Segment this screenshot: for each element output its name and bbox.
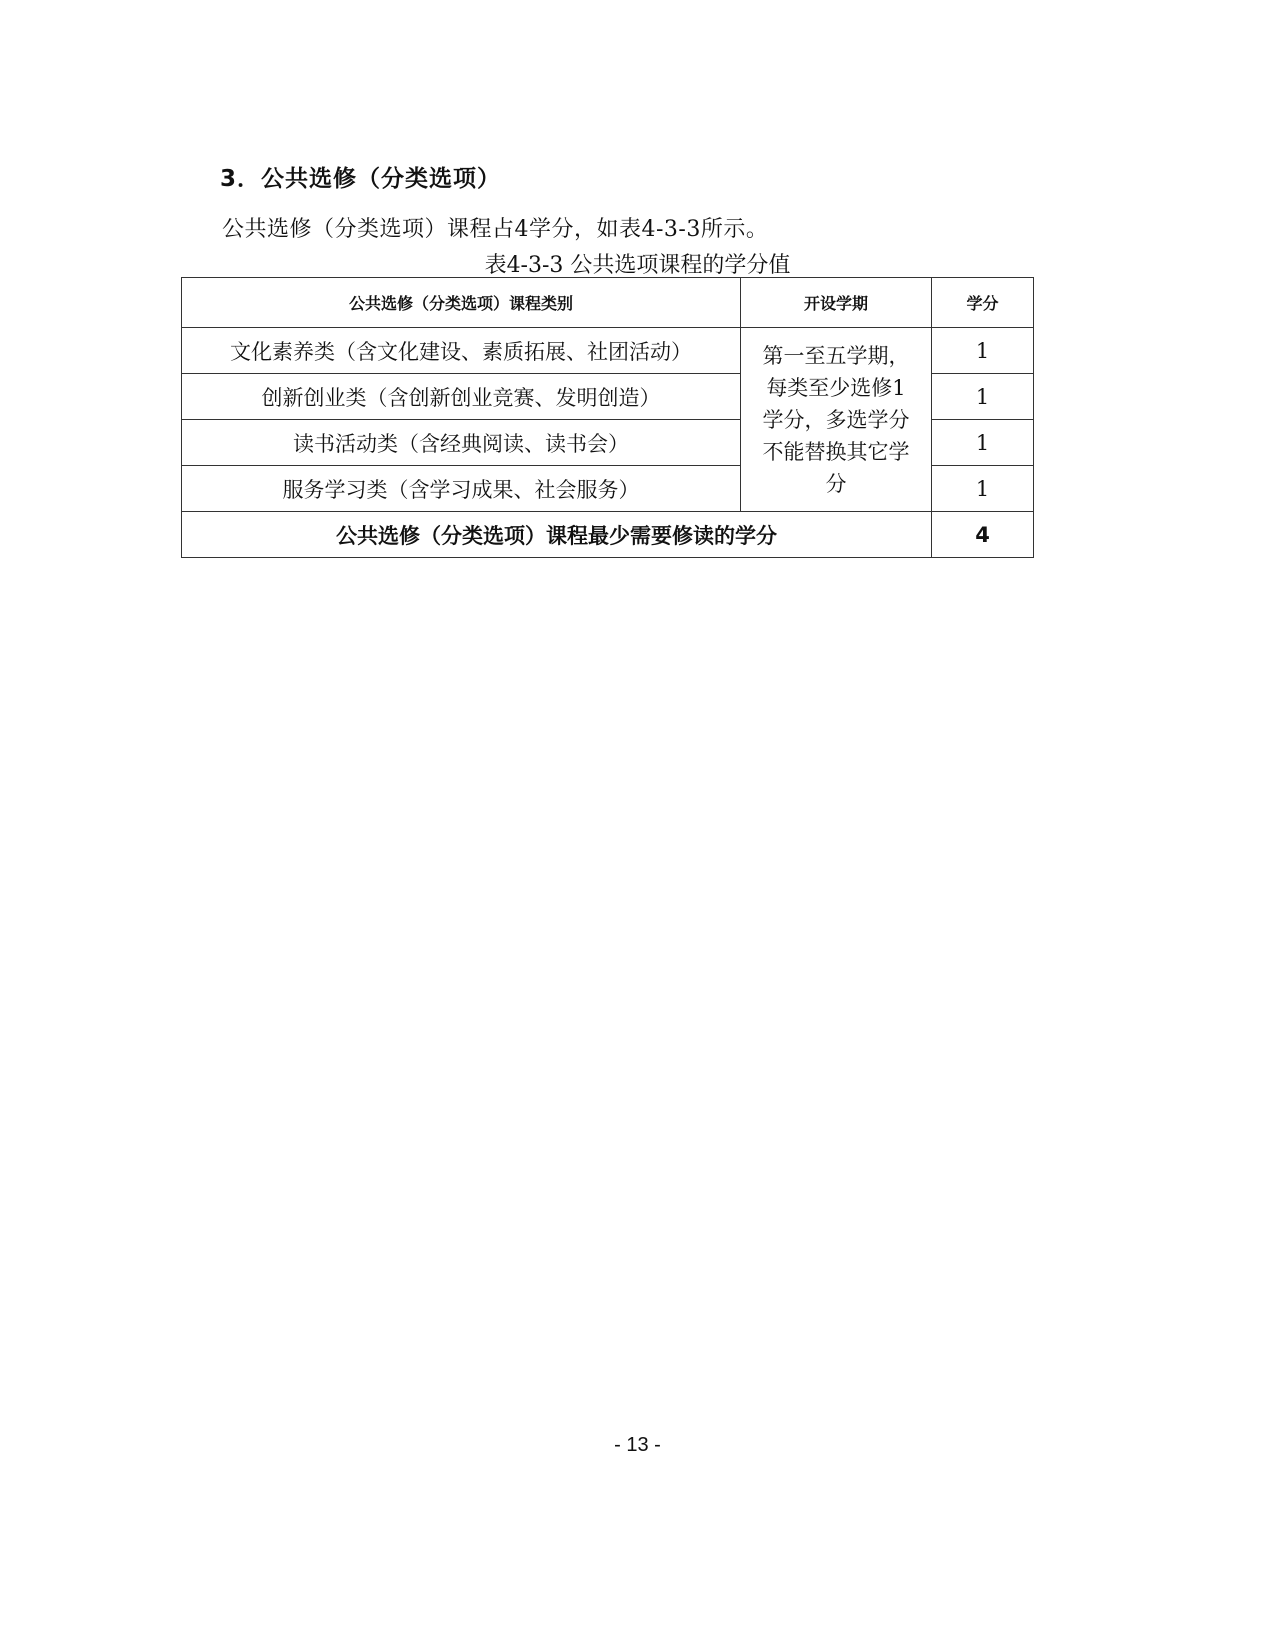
row-credit: 1: [932, 420, 1034, 466]
row-category: 读书活动类（含经典阅读、读书会）: [182, 420, 741, 466]
total-credit: 4: [932, 512, 1034, 558]
section-paragraph: 公共选修（分类选项）课程占4学分，如表4-3-3所示。: [222, 217, 769, 242]
semester-line: 第一至五学期，: [762, 343, 910, 368]
semester-line: 分: [825, 471, 847, 496]
row-category: 文化素养类（含文化建设、素质拓展、社团活动）: [182, 328, 741, 374]
row-credit: 1: [932, 466, 1034, 512]
header-semester: 开设学期: [741, 278, 932, 328]
row-category: 服务学习类（含学习成果、社会服务）: [182, 466, 741, 512]
header-credit: 学分: [932, 278, 1034, 328]
credits-table: [181, 277, 1034, 558]
semester-line: 学分，多选学分: [762, 407, 910, 432]
table-total-row: [182, 512, 1034, 558]
table-header-row: [182, 278, 1034, 328]
row-credit: 1: [932, 328, 1034, 374]
page-number: - 13 -: [614, 1434, 661, 1456]
table-row: [182, 328, 1034, 374]
semester-line: 不能替换其它学: [762, 439, 910, 464]
total-label: 公共选修（分类选项）课程最少需要修读的学分: [182, 512, 932, 558]
semester-cell: [741, 328, 932, 512]
header-category: 公共选修（分类选项）课程类别: [182, 278, 741, 328]
semester-line: 每类至少选修1: [766, 375, 906, 400]
row-credit: 1: [932, 374, 1034, 420]
table-caption: 表4-3-3 公共选项课程的学分值: [484, 253, 791, 278]
section-heading: 3．公共选修（分类选项）: [220, 166, 502, 192]
row-category: 创新创业类（含创新创业竞赛、发明创造）: [182, 374, 741, 420]
